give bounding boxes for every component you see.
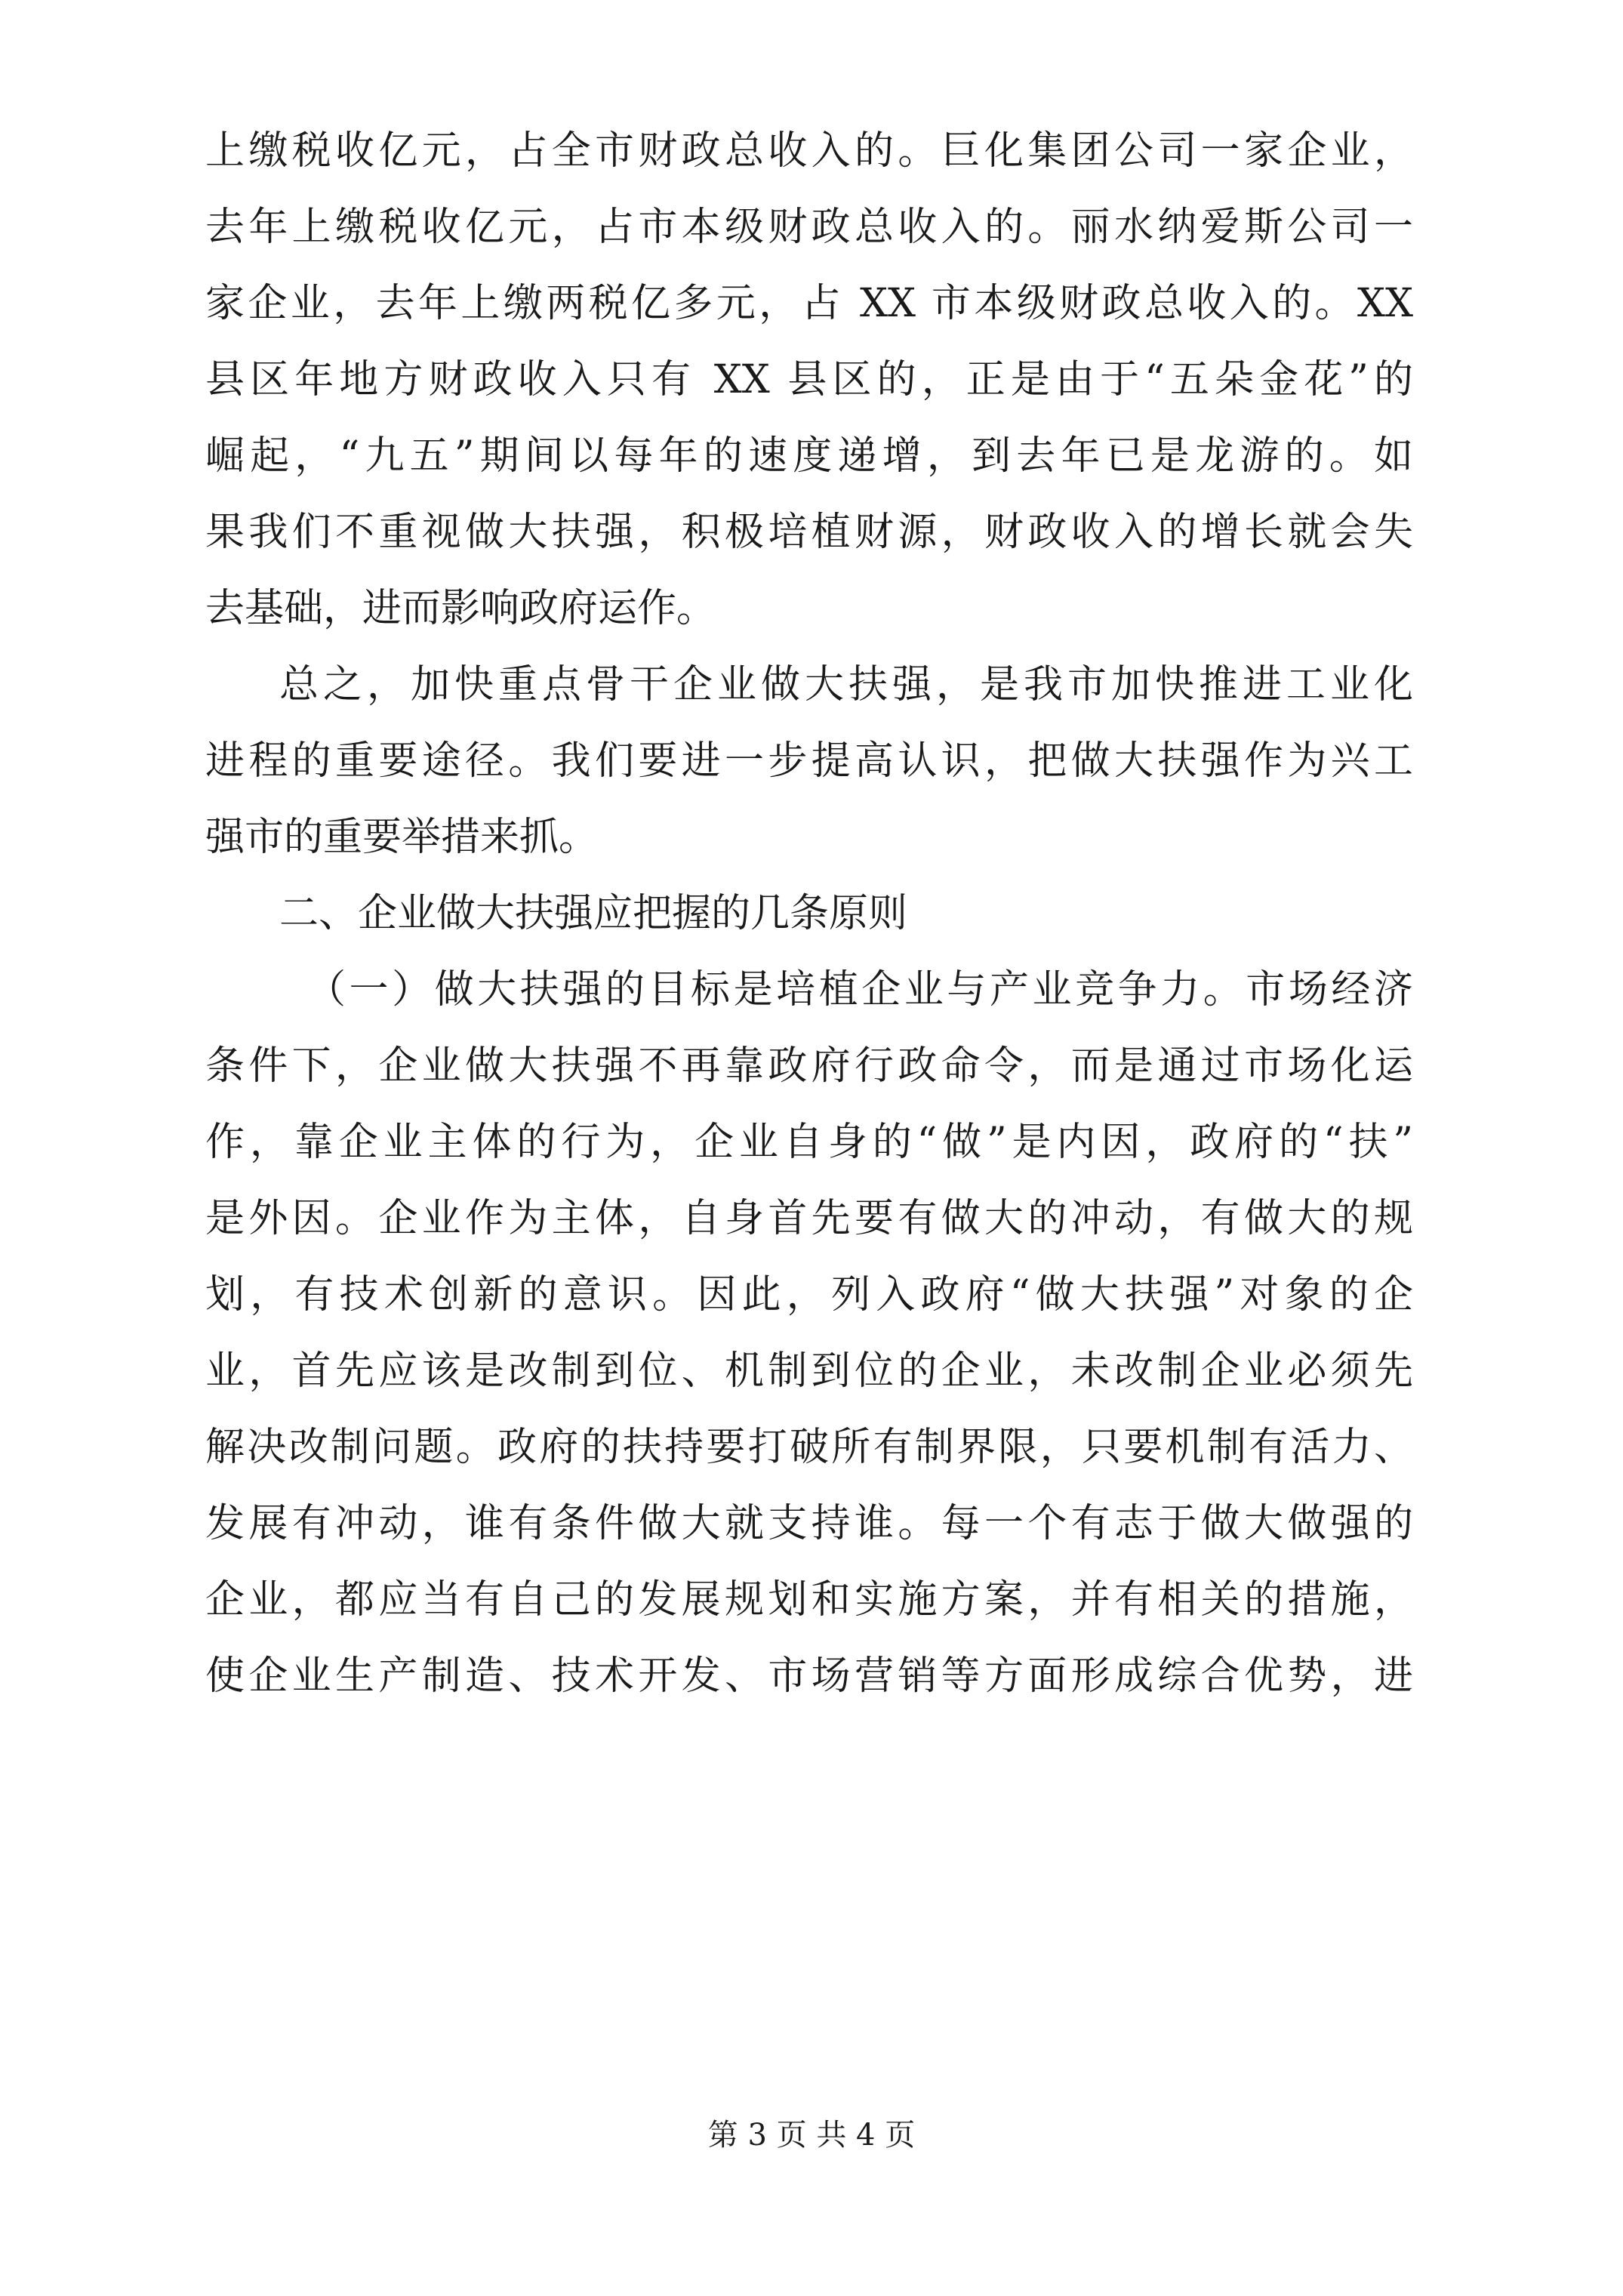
text-line bbox=[0, 1112, 1623, 1173]
text-line bbox=[0, 1341, 1623, 1401]
text-line bbox=[0, 502, 1623, 562]
text-line-content: 县区年地方财政收入只有 XX 县区的，正是由于“五朵金花”的 bbox=[205, 357, 1413, 402]
text-line-content: 使企业生产制造、技术开发、市场营销等方面形成综合优势，进 bbox=[205, 1653, 1413, 1699]
text-line-content: 去年上缴税收亿元，占市本级财政总收入的。丽水纳爱斯公司一 bbox=[205, 205, 1413, 250]
text-line bbox=[0, 1646, 1623, 1706]
text-line-content: 业，首先应该是改制到位、机制到位的企业，未改制企业必须先 bbox=[205, 1348, 1413, 1394]
text-line bbox=[0, 1570, 1623, 1630]
text-line-content: 去基础，进而影响政府运作。 bbox=[205, 586, 716, 631]
text-line bbox=[0, 197, 1623, 257]
text-line bbox=[0, 350, 1623, 410]
text-line-content: （一）做大扶强的目标是培植企业与产业竞争力。市场经济 bbox=[306, 967, 1413, 1012]
text-line bbox=[0, 1417, 1623, 1478]
text-line-content: 是外因。企业作为主体，自身首先要有做大的冲动，有做大的规 bbox=[205, 1196, 1413, 1241]
text-line-content: 条件下，企业做大扶强不再靠政府行政命令，而是通过市场化运 bbox=[205, 1043, 1413, 1089]
text-line-content: 总之，加快重点骨干企业做大扶强，是我市加快推进工业化 bbox=[279, 662, 1413, 707]
text-line-content: 上缴税收亿元，占全市财政总收入的。巨化集团公司一家企业， bbox=[205, 128, 1413, 174]
text-line bbox=[0, 1265, 1623, 1325]
text-line bbox=[0, 731, 1623, 791]
text-line-content: 进程的重要途径。我们要进一步提高认识，把做大扶强作为兴工 bbox=[205, 738, 1413, 784]
section-heading-text: 二、企业做大扶强应把握的几条原则 bbox=[279, 891, 908, 936]
page-number-footer: 第 3 页 共 4 页 bbox=[707, 2118, 916, 2153]
text-line bbox=[0, 578, 1623, 639]
text-line-content: 划，有技术创新的意识。因此，列入政府“做大扶强”对象的企 bbox=[205, 1272, 1413, 1318]
text-line bbox=[0, 655, 1623, 715]
section-heading bbox=[0, 883, 1623, 944]
text-line-content: 发展有冲动，谁有条件做大就支持谁。每一个有志于做大做强的 bbox=[205, 1501, 1413, 1546]
text-line-content: 家企业，去年上缴两税亿多元，占 XX 市本级财政总收入的。XX bbox=[205, 281, 1413, 326]
text-line bbox=[0, 1036, 1623, 1096]
text-line-content: 崛起，“九五”期间以每年的速度递增，到去年已是龙游的。如 bbox=[205, 433, 1413, 479]
text-line bbox=[0, 1493, 1623, 1554]
text-line-content: 果我们不重视做大扶强，积极培植财源，财政收入的增长就会失 bbox=[205, 510, 1413, 555]
text-line bbox=[0, 1188, 1623, 1249]
text-line bbox=[0, 121, 1623, 181]
text-line bbox=[0, 273, 1623, 334]
text-line-content: 强市的重要举措来抓。 bbox=[205, 815, 599, 860]
text-line-content: 企业，都应当有自己的发展规划和实施方案，并有相关的措施， bbox=[205, 1577, 1413, 1623]
text-line bbox=[0, 960, 1623, 1020]
text-line bbox=[0, 807, 1623, 868]
text-line-content: 解决改制问题。政府的扶持要打破所有制界限，只要机制有活力、 bbox=[205, 1425, 1413, 1470]
text-line-content: 作，靠企业主体的行为，企业自身的“做”是内因，政府的“扶” bbox=[205, 1120, 1413, 1165]
text-line bbox=[0, 426, 1623, 486]
